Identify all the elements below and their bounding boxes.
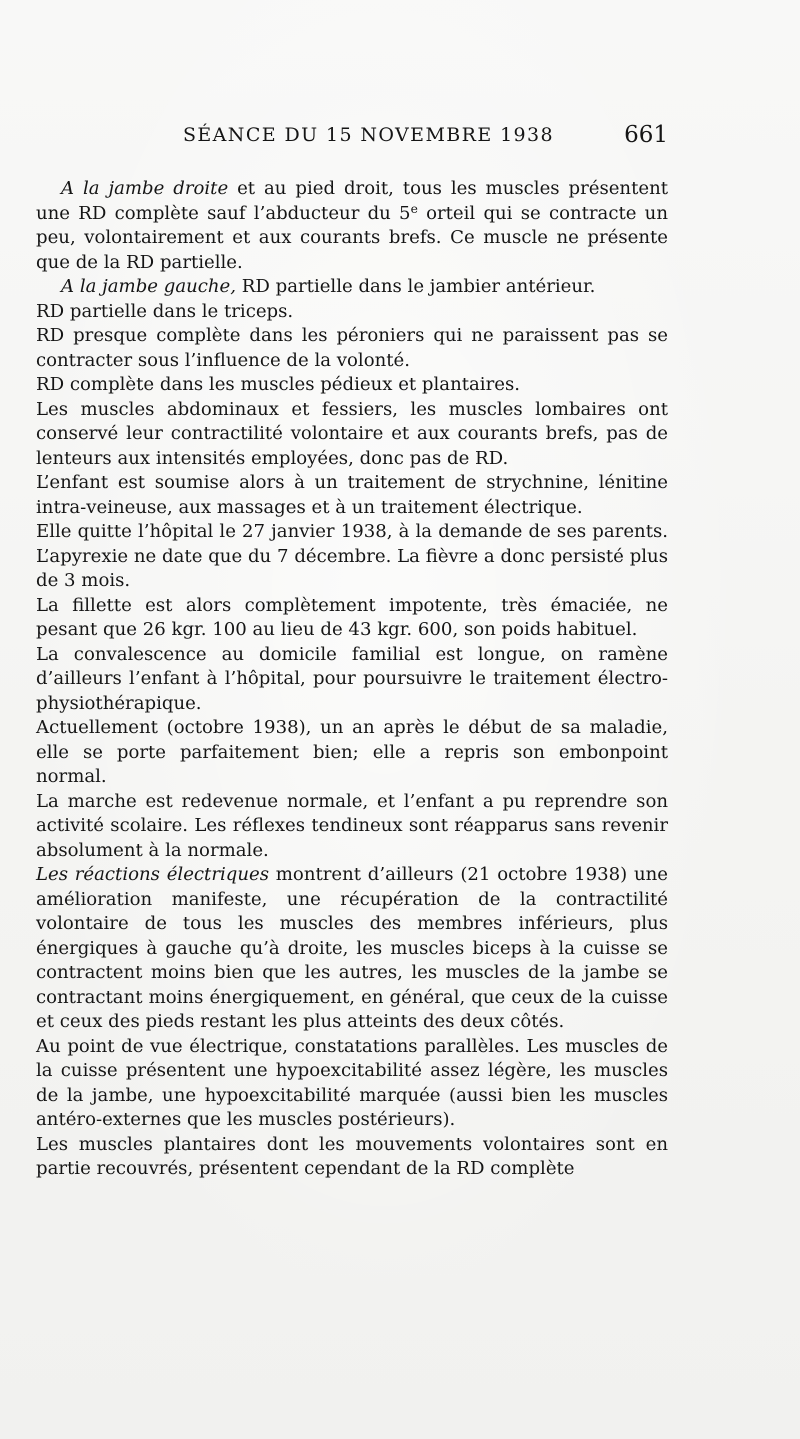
- left-leg-text: RD partielle dans le jambier antérieur.: [236, 276, 596, 297]
- right-leg-text-part-1: et au pied droit, tous les muscles présentent une RD complète sauf l’abducteur du 5: [36, 178, 668, 224]
- paragraph-walking: La marche est redevenue normale, et l’enfant a pu reprendre son activité scolaire. Les réflexes tendineux sont réapparus sans revenir absolument à la normale.: [36, 790, 668, 861]
- paragraph-electrical-reactions: [36, 863, 668, 1035]
- paragraph-hospital-discharge: Elle quitte l’hôpital le 27 janvier 1938, à la demande de ses parents. L’apyrexie ne date que du 7 décembre. La fièvre a donc persisté plus de 3 mois.: [36, 521, 668, 591]
- paragraph-abdominal-muscles: Les muscles abdominaux et fessiers, les muscles lombaires ont conservé leur contractilité volontaire et aux courants brefs, pas de lenteurs aux intensités employées, donc pas de RD.: [36, 398, 668, 469]
- right-leg-heading: A la jambe droite: [61, 178, 229, 199]
- right-leg-text-part-2: orteil qui se contracte un peu, volontairement et aux courants brefs. Ce muscle ne présente que de la RD partielle.: [36, 202, 668, 273]
- body-text: [36, 177, 668, 1182]
- paragraph-peroneal-muscles: RD presque complète dans les péroniers qui ne paraissent pas se contracter sous l’influence de la volonté.: [36, 325, 668, 371]
- electrical-reactions-text: montrent d’ailleurs (21 octobre 1938) une amélioration manifeste, une récupération de la contractilité volontaire de tous les muscles des membres inférieurs, plus énergiques à gauche qu’à droite, les muscles biceps à la cuisse se contractent moins bien que les autres, les muscles de la jambe se contractant moins énergiquement, en général, que ceux de la cuisse et ceux des pieds restant les plus atteints des deux côtés.: [36, 864, 668, 1032]
- running-head: SÉANCE DU 15 NOVEMBRE 1938: [183, 124, 555, 146]
- left-leg-heading: A la jambe gauche,: [61, 276, 237, 297]
- paragraph-foot-muscles: RD complète dans les muscles pédieux et plantaires.: [36, 374, 520, 395]
- electrical-reactions-heading: Les réactions électriques: [36, 864, 269, 885]
- paragraph-right-leg: [36, 177, 668, 275]
- paragraph-electrical-findings: Au point de vue électrique, constatations parallèles. Les muscles de la cuisse présentent une hypoexcitabilité assez légère, les muscles de la jambe, une hypoexcitabilité marquée (aussi bien les muscles antéro-externes que les muscles postérieurs).: [36, 1035, 668, 1130]
- page-header: [183, 122, 668, 158]
- ordinal-superscript: e: [410, 201, 418, 216]
- paragraph-treatment: L’enfant est soumise alors à un traitement de strychnine, lénitine intra-veineuse, aux massages et à un traitement électrique.: [36, 472, 668, 518]
- paragraph-current-state: Actuellement (octobre 1938), un an après le début de sa maladie, elle se porte parfaitement bien; elle a repris son embonpoint normal.: [36, 717, 668, 787]
- paragraph-left-leg: [36, 275, 668, 300]
- paragraph-weight-loss: La fillette est alors complètement impotente, très émaciée, ne pesant que 26 kgr. 100 au lieu de 43 kgr. 600, son poids habituel.: [36, 594, 668, 640]
- paragraph-plantar-muscles: Les muscles plantaires dont les mouvements volontaires sont en partie recouvrés, présentent cependant de la RD complète: [36, 1133, 668, 1179]
- paragraph-triceps: RD partielle dans le triceps.: [36, 300, 294, 322]
- paragraph-convalescence: La convalescence au domicile familial est longue, on ramène d’ailleurs l’enfant à l’hôpital, pour poursuivre le traitement électro-physiothérapique.: [36, 643, 668, 714]
- page-number: 661: [624, 122, 668, 148]
